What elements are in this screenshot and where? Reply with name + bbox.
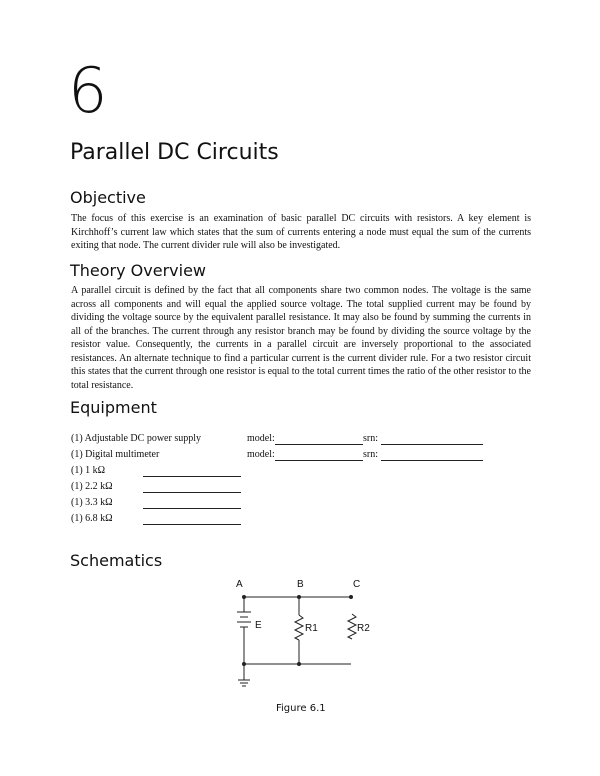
srn-label: srn: (363, 433, 378, 444)
objective-heading: Objective (70, 188, 146, 207)
node-c-label: C (353, 579, 361, 590)
equipment-item: (1) Digital multimeter (71, 449, 160, 460)
schematics-heading: Schematics (70, 551, 163, 570)
measured-value-blank (143, 492, 241, 493)
node-b-label: B (297, 579, 304, 590)
measured-value-blank (143, 476, 241, 477)
node-a-label: A (236, 579, 243, 590)
theory-heading: Theory Overview (70, 261, 207, 280)
equipment-item: (1) Adjustable DC power supply (71, 433, 201, 444)
equipment-row (71, 433, 531, 447)
equipment-item: (1) 2.2 kΩ (71, 481, 113, 492)
node-a-dot (242, 595, 246, 599)
srn-blank (381, 460, 483, 461)
srn-blank (381, 444, 483, 445)
equipment-row (71, 497, 531, 511)
equipment-row (71, 449, 531, 463)
r2-label: R2 (357, 623, 370, 634)
equipment-item: (1) 6.8 kΩ (71, 513, 113, 524)
circuit-schematic (226, 576, 386, 694)
r1-label: R1 (305, 623, 318, 634)
equipment-row (71, 465, 531, 479)
measured-value-blank (143, 524, 241, 525)
equipment-item: (1) 1 kΩ (71, 465, 106, 476)
measured-value-blank (143, 508, 241, 509)
model-label: model: (247, 433, 275, 444)
bottom-node-dot (297, 662, 301, 666)
model-blank (275, 444, 363, 445)
equipment-row (71, 481, 531, 495)
objective-paragraph: The focus of this exercise is an examination of basic parallel DC circuits with resistors. A key element is Kirchhoff’s current law which states that the sum of currents entering a node must equal the sum of the currents exiting that node. The current divider rule will also be investigated. (71, 213, 531, 251)
source-label: E (255, 620, 262, 631)
srn-label: srn: (363, 449, 378, 460)
model-label: model: (247, 449, 275, 460)
r1-resistor-icon (295, 615, 303, 640)
model-blank (275, 460, 363, 461)
equipment-row (71, 513, 531, 527)
figure-caption: Figure 6.1 (276, 703, 326, 714)
equipment-heading: Equipment (70, 398, 157, 417)
equipment-item: (1) 3.3 kΩ (71, 497, 113, 508)
chapter-title: Parallel DC Circuits (70, 140, 279, 165)
bottom-node-dot (242, 662, 246, 666)
chapter-number: 6 (68, 54, 108, 127)
r2-resistor-icon (348, 614, 356, 639)
theory-paragraph: A parallel circuit is defined by the fact that all components share two common nodes. The voltage is the same across all components and will equal the applied source voltage. The total supplied current may be found by dividing the voltage source by the equivalent parallel resistance. It may also be found by summing the currents in all of the branches. The current through any resistor branch may be found by dividing the source voltage by the resistor value. Consequently, the currents in a parallel circuit are inversely proportional to the associated resistances. An alternate technique to find a particular current is the current divider rule. For a two resistor circuit this states that the current through one resistor is equal to the total current times the ratio of the other resistor to the total resistance. (71, 285, 531, 391)
node-c-dot (349, 595, 353, 599)
node-b-dot (297, 595, 301, 599)
